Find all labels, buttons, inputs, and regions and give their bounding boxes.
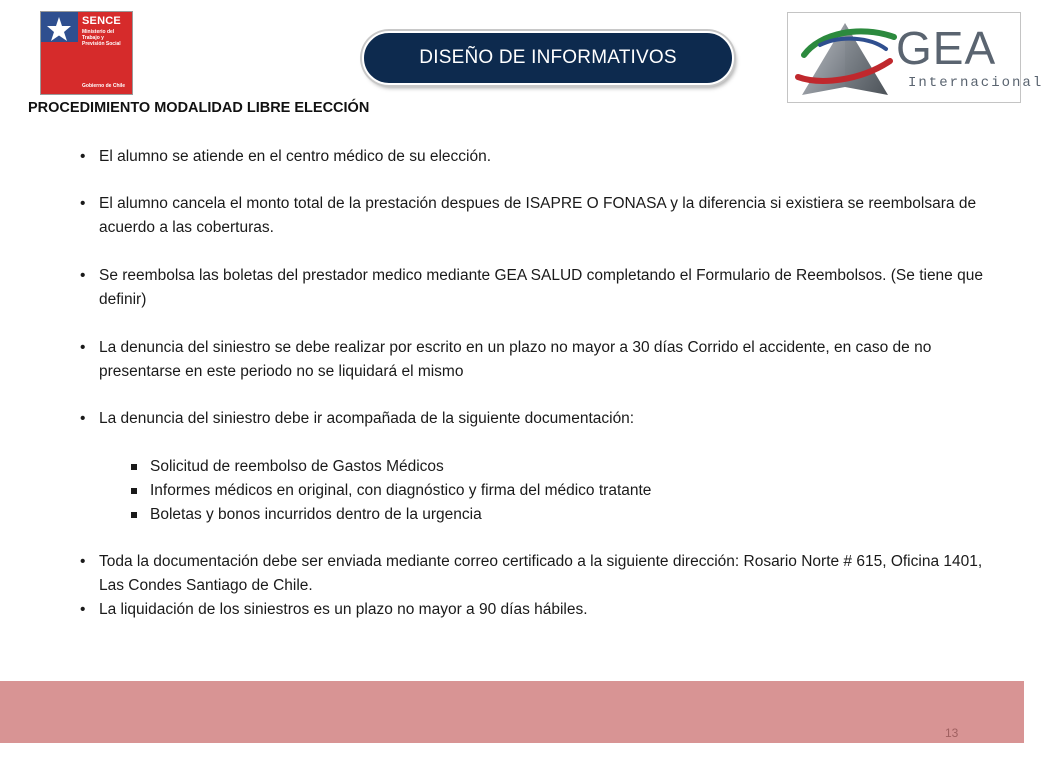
page-number: 13 xyxy=(945,726,959,740)
list-item xyxy=(80,407,990,431)
gea-pyramid-icon xyxy=(790,15,900,101)
footer-band xyxy=(0,681,1024,743)
sence-ministry-line: Previsión Social xyxy=(82,41,121,47)
square-bullet-icon xyxy=(131,464,137,470)
gea-subtitle: Internacional xyxy=(908,75,1043,91)
bullet-marker: • xyxy=(80,195,86,212)
list-item xyxy=(80,264,990,312)
chile-flag-icon xyxy=(41,12,78,94)
slide-title: DISEÑO DE INFORMATIVOS xyxy=(419,47,677,68)
bullet-marker: • xyxy=(80,601,86,618)
gea-logo xyxy=(787,12,1043,103)
sub-list-item-text: Boletas y bonos incurridos dentro de la urgencia xyxy=(150,506,482,523)
bullet-marker: • xyxy=(80,148,86,165)
sub-list-item-text: Informes médicos en original, con diagnóstico y firma del médico tratante xyxy=(150,482,652,499)
list-item-text: Toda la documentación debe ser enviada mediante correo certificado a la siguiente dirección: Rosario Norte # 615, Oficina 1401, Las Condes Santiago de Chile. xyxy=(99,553,983,594)
list-item xyxy=(80,598,990,622)
sence-ministry-line: Ministerio del xyxy=(82,29,115,35)
sence-government: Gobierno de Chile xyxy=(82,83,126,89)
bullet-marker: • xyxy=(80,339,86,356)
bullet-marker: • xyxy=(80,553,86,570)
sub-list-item xyxy=(131,455,951,479)
sence-logo xyxy=(40,11,133,95)
slide-title-banner xyxy=(362,31,734,85)
list-item-text: El alumno cancela el monto total de la prestación despues de ISAPRE O FONASA y la diferencia si existiera se reembolsara de acuerdo a las coberturas. xyxy=(99,195,977,236)
list-item-text: La liquidación de los siniestros es un plazo no mayor a 90 días hábiles. xyxy=(99,601,588,618)
sence-ministry-line: Trabajo y xyxy=(82,35,104,41)
sence-text-block xyxy=(78,12,132,94)
square-bullet-icon xyxy=(131,512,137,518)
list-item xyxy=(80,192,990,240)
list-item-text: El alumno se atiende en el centro médico de su elección. xyxy=(99,148,492,165)
list-item xyxy=(80,550,990,598)
sub-list-item-text: Solicitud de reembolso de Gastos Médicos xyxy=(150,458,444,475)
list-item-text: La denuncia del siniestro se debe realizar por escrito en un plazo no mayor a 30 días Corrido el accidente, en caso de no presentarse en este periodo no se liquidará el mismo xyxy=(99,339,932,380)
section-heading: PROCEDIMIENTO MODALIDAD LIBRE ELECCIÓN xyxy=(28,100,370,116)
bullet-marker: • xyxy=(80,410,86,427)
list-item-text: La denuncia del siniestro debe ir acompañada de la siguiente documentación: xyxy=(99,410,635,427)
sence-brand: SENCE xyxy=(82,15,121,27)
flag-red-strip xyxy=(41,42,78,94)
list-item xyxy=(80,145,990,169)
list-item xyxy=(80,336,990,384)
gea-name: GEA xyxy=(896,22,997,74)
sub-list-item xyxy=(131,503,951,527)
sence-ministry xyxy=(82,29,129,47)
bullet-marker: • xyxy=(80,267,86,284)
list-item-text: Se reembolsa las boletas del prestador medico mediante GEA SALUD completando el Formulario de Reembolsos. (Se tiene que definir) xyxy=(99,267,983,308)
sub-list-item xyxy=(131,479,951,503)
star-icon xyxy=(46,16,72,42)
square-bullet-icon xyxy=(131,488,137,494)
